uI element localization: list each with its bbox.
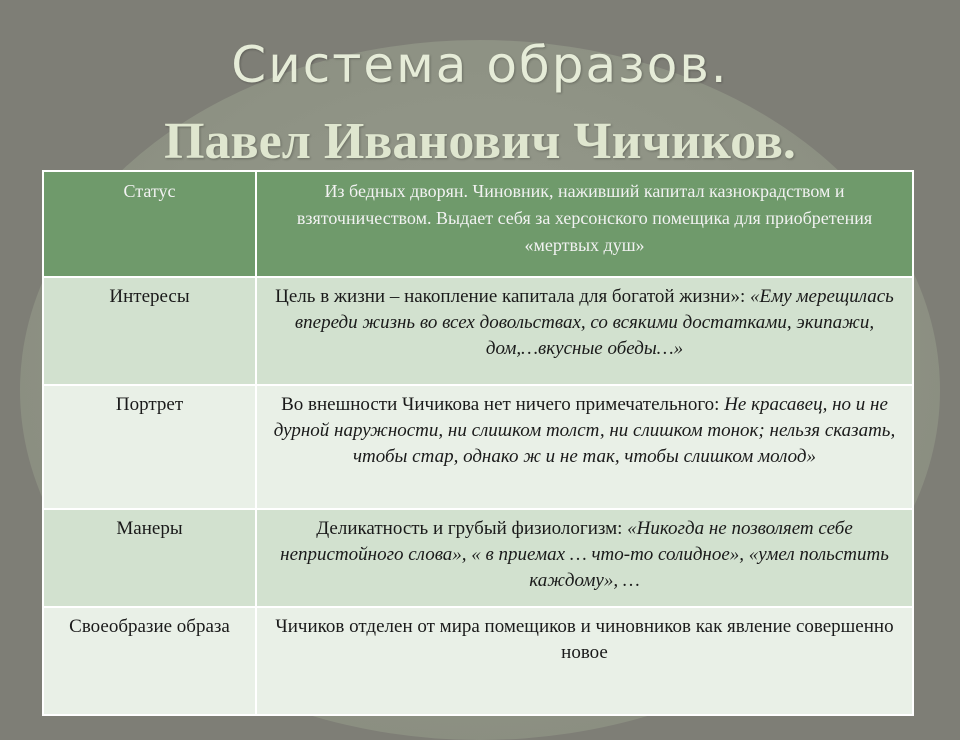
row-content xyxy=(256,509,913,607)
table-row-status xyxy=(43,171,913,277)
quote-text: «Никогда не позволяет себе непристойного слова», « в приемах … что-то солидное», «умел польстить каждому», … xyxy=(280,518,889,591)
character-table xyxy=(42,170,914,716)
slide-title: Система образов. xyxy=(231,36,729,94)
quote-text: «Ему мерещилась впереди жизнь во всех довольствах, со всякими достатками, экипажи, дом,…вкусные обеды…» xyxy=(294,286,894,359)
row-label: Портрет xyxy=(43,385,256,509)
row-label: Своеобразие образа xyxy=(43,607,256,715)
table-row-uniqueness xyxy=(43,607,913,715)
row-content xyxy=(256,277,913,385)
row-content xyxy=(256,607,913,715)
content-text: Чичиков отделен от мира помещиков и чиновников как явление совершенно новое xyxy=(275,616,894,663)
table-row-portrait xyxy=(43,385,913,509)
table-row-interests xyxy=(43,277,913,385)
row-label: Интересы xyxy=(43,277,256,385)
row-content xyxy=(256,171,913,277)
content-text: Цель в жизни – накопление капитала для богатой жизни»: xyxy=(275,286,750,307)
row-content xyxy=(256,385,913,509)
content-text: Деликатность и грубый физиологизм: xyxy=(316,518,628,539)
row-label: Манеры xyxy=(43,509,256,607)
quote-text: Не красавец, но и не дурной наружности, ни слишком толст, ни слишком тонок; нельзя сказать, чтобы стар, однако ж и не так, чтобы слишком молод» xyxy=(273,394,896,467)
table-row-manners xyxy=(43,509,913,607)
content-text: Во внешности Чичикова нет ничего примечательного: xyxy=(281,394,725,415)
slide-subtitle: Павел Иванович Чичиков. xyxy=(164,113,796,170)
content-text: Из бедных дворян. Чиновник, наживший капитал казнокрадством и взяточничеством. Выдает себя за херсонского помещика для приобретения «мертвых душ» xyxy=(296,181,873,255)
row-label: Статус xyxy=(43,171,256,277)
